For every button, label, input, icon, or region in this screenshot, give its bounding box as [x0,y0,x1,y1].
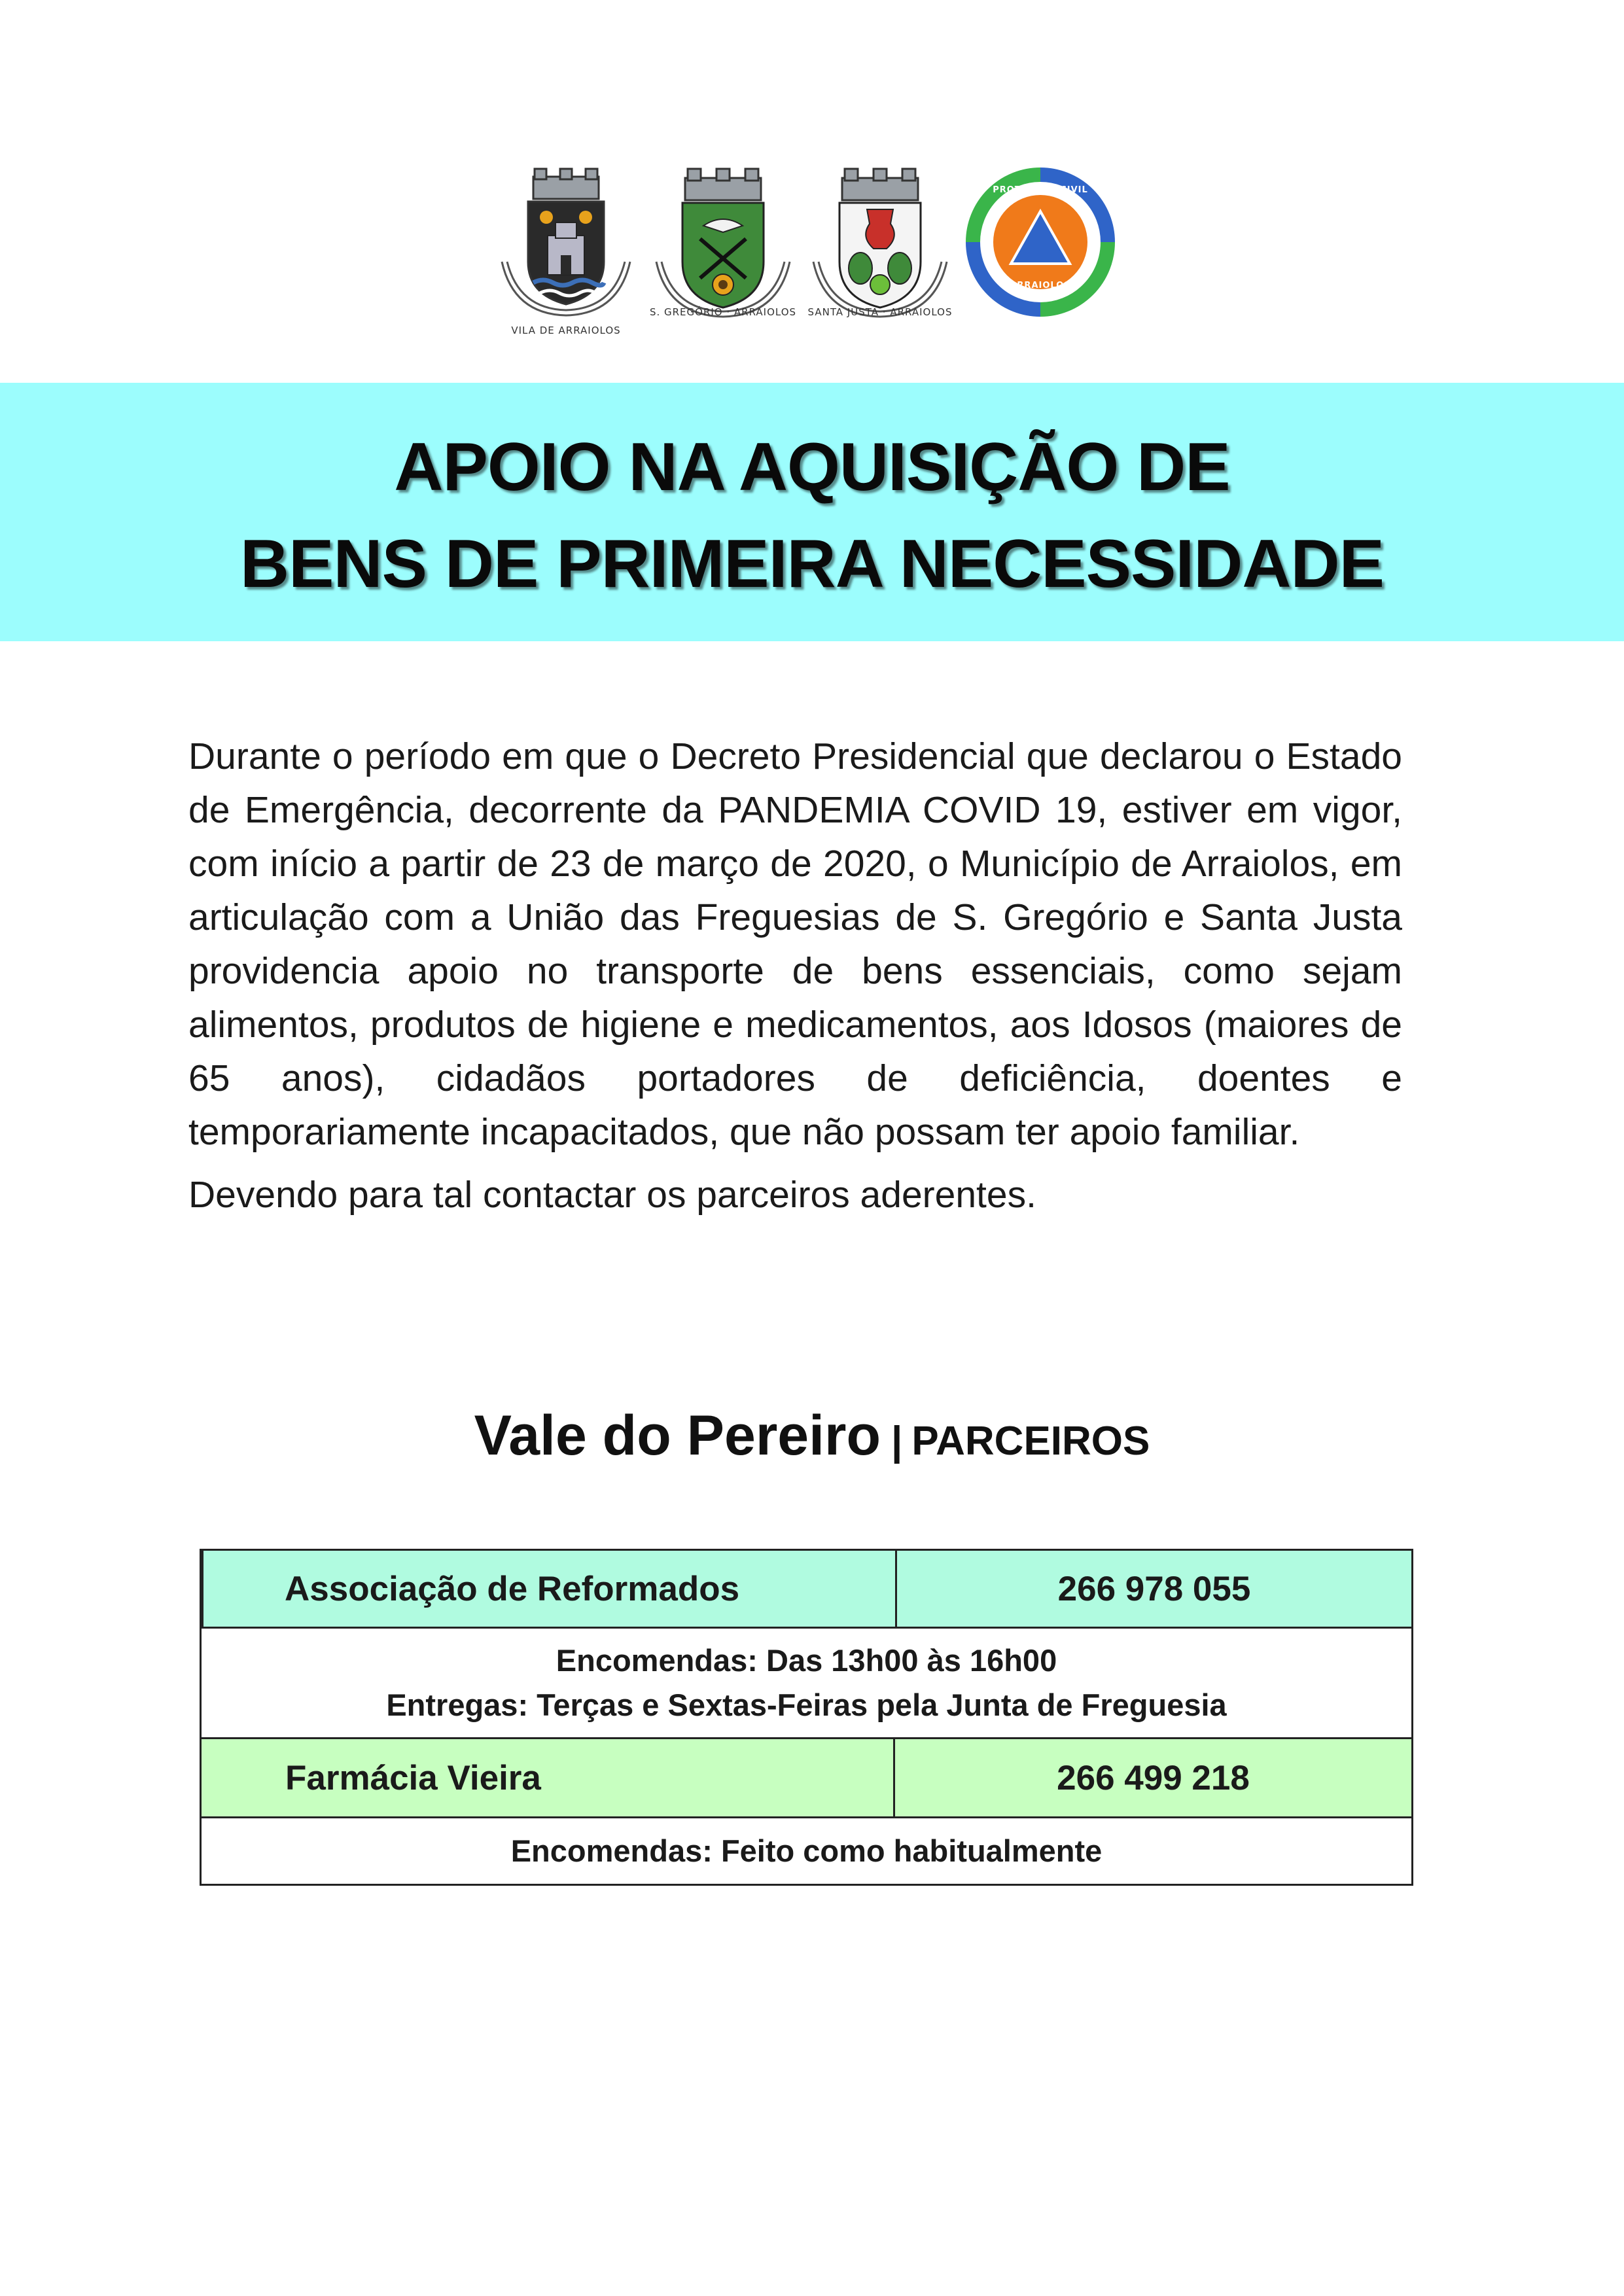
body-paragraph-1: Durante o período em que o Decreto Presidencial que declarou o Estado de Emergência, decorrente da PANDEMIA COVID 19, estiver em vigor, com início a partir de 23 de março de 2020, o Município de Arraiolos, em articulação com a União das Freguesias de S. Gregório e Santa Justa providencia apoio no transporte de bens essenciais, como sejam alimentos, produtos de higiene e medicamentos, aos Idosos (maiores de 65 anos), cidadãos portadores de deficiência, doentes e temporariamente incapacitados, que não possam ter apoio familiar. [188,735,1402,1153]
partner-name: Farmácia Vieira [202,1739,895,1816]
section-subtitle: PARCEIROS [911,1419,1150,1464]
partner-info-line-1: Encomendas: Das 13h00 às 16h00 [556,1643,1057,1678]
page-title-line-1: APOIO NA AQUISIÇÃO DE [394,429,1230,505]
partner-row-header [200,1737,1413,1818]
partner-row-info [200,1816,1413,1886]
logos-row [487,164,1116,336]
sgregorio-caption: S. GREGÓRIO · ARRAIOLOS [649,306,797,318]
section-location: Vale do Pereiro [474,1404,881,1467]
protecao-bottom-caption: ARRAIOLOS [1010,281,1071,291]
partner-info-line-2: Entregas: Terças e Sextas-Feiras pela Junta de Freguesia [386,1687,1227,1722]
section-heading [0,1404,1624,1468]
santajusta-caption: SANTA JUSTA · ARRAIOLOS [807,306,953,318]
title-banner [0,383,1624,641]
protecao-top-caption: PROTECÇÃO CIVIL [993,185,1088,195]
page-title-line-2: BENS DE PRIMEIRA NECESSIDADE [240,526,1384,602]
sgregorio-coat-of-arms-icon [644,164,802,321]
partner-name: Associação de Reformados [203,1551,897,1627]
partner-row-header [200,1549,1413,1629]
body-text [188,730,1402,1222]
body-paragraph-2: Devendo para tal contactar os parceiros aderentes. [188,1174,1036,1216]
section-separator: | [891,1419,903,1464]
arraiolos-coat-of-arms-icon [487,164,644,336]
santajusta-coat-of-arms-icon [802,164,959,321]
partner-row-info [200,1627,1413,1739]
partner-phone: 266 978 055 [1057,1569,1251,1608]
protecao-civil-logo-icon [965,167,1116,317]
partner-phone: 266 499 218 [1057,1758,1250,1797]
partner-info-line-1: Encomendas: Feito como habitualmente [510,1833,1103,1868]
partners-table [200,1551,1413,1886]
arraiolos-caption: VILA DE ARRAIOLOS [511,325,621,336]
